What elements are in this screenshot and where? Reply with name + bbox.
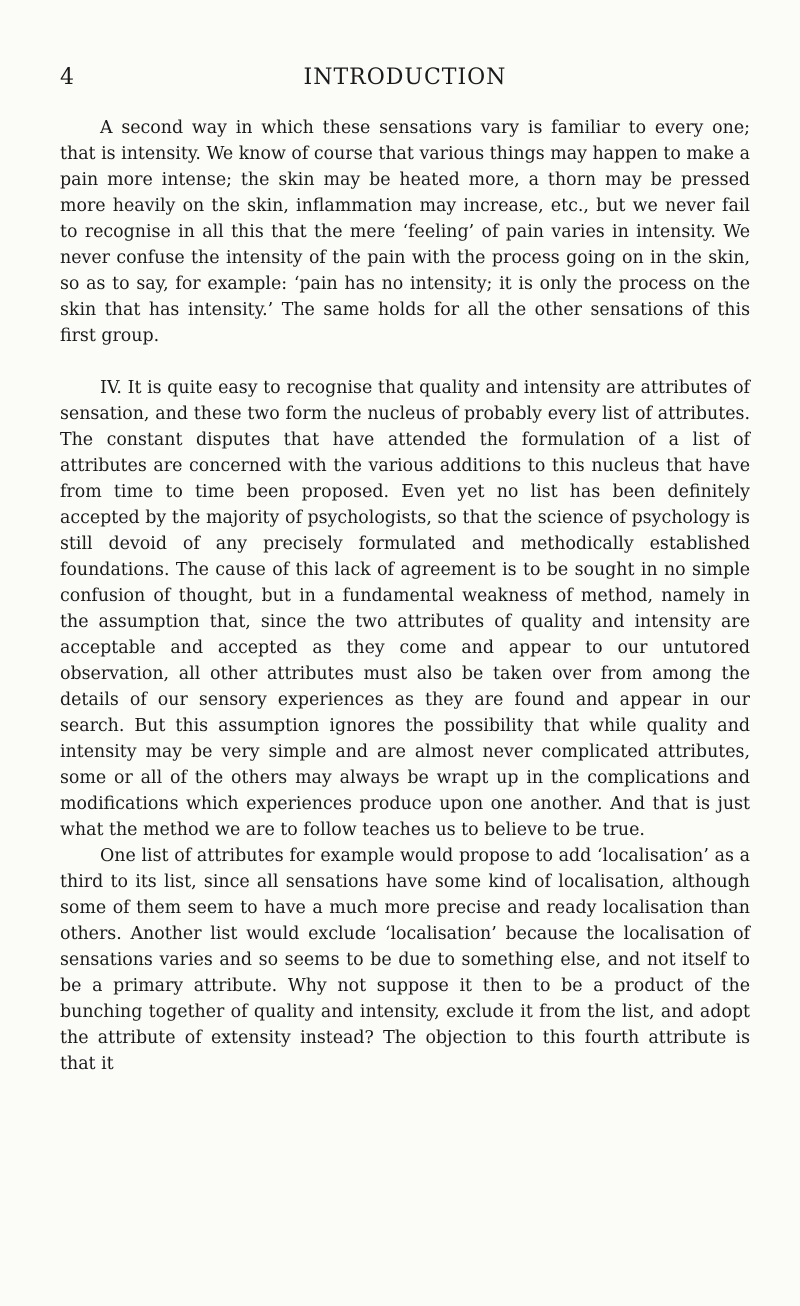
paragraph-section-iv: IV. It is quite easy to recognise that quality and intensity are attributes of sensation, and these two form the nucleus of probably every list of attributes. The constant disputes that have attended the formulation of a list of attributes are concerned with the various additions to this nucleus that have from time to time been proposed. Even yet no list has been definitely accepted by the majority of psychologists, so that the science of psychology is still devoid of any precisely formulated and methodically established foundations. The cause of this lack of agreement is to be sought in no simple confusion of thought, but in a fundamental weakness of method, namely in the assumption that, since the two attributes of quality and intensity are acceptable and accepted as they come and appear to our untutored observation, all other attributes must also be taken over from among the details of our sensory experiences as they are found and appear in our search. But this assumption ignores the possibility that while quality and intensity may be very simple and are almost never complicated attributes, some or all of the others may always be wrapt up in the complications and modifications which experiences produce upon one another. And that is just what the method we are to follow teaches us to believe to be true. bbox=[60, 378, 750, 840]
page-number: 4 bbox=[60, 65, 74, 90]
paragraph-intensity: A second way in which these sensations vary is familiar to every one; that is intensity. We know of course that various things may happen to make a pain more intense; the skin may be heated more, a thorn may be pressed more heavily on the skin, inflammation may increase, etc., but we never fail to recognise in all this that the mere ‘feeling’ of pain varies in intensity. We never confuse the intensity of the pain with the process going on in the skin, so as to say, for example: ‘pain has no intensity; it is only the process on the skin that has intensity.’ The same holds for all the other sensations of this first group. bbox=[60, 118, 750, 346]
page-header bbox=[60, 62, 750, 94]
body-text bbox=[60, 115, 750, 1077]
running-head: INTRODUCTION bbox=[303, 65, 507, 90]
paragraph-localisation: One list of attributes for example would propose to add ‘localisation’ as a third to its list, since all sensations have some kind of localisation, although some of them seem to have a much more precise and ready localisation than others. Another list would exclude ‘localisation’ because the localisation of sensations varies and so seems to be due to something else, and not itself to be a primary attribute. Why not suppose it then to be a product of the bunching together of quality and intensity, exclude it from the list, and adopt the attribute of extensity instead? The objection to this fourth attribute is that it bbox=[60, 846, 750, 1074]
